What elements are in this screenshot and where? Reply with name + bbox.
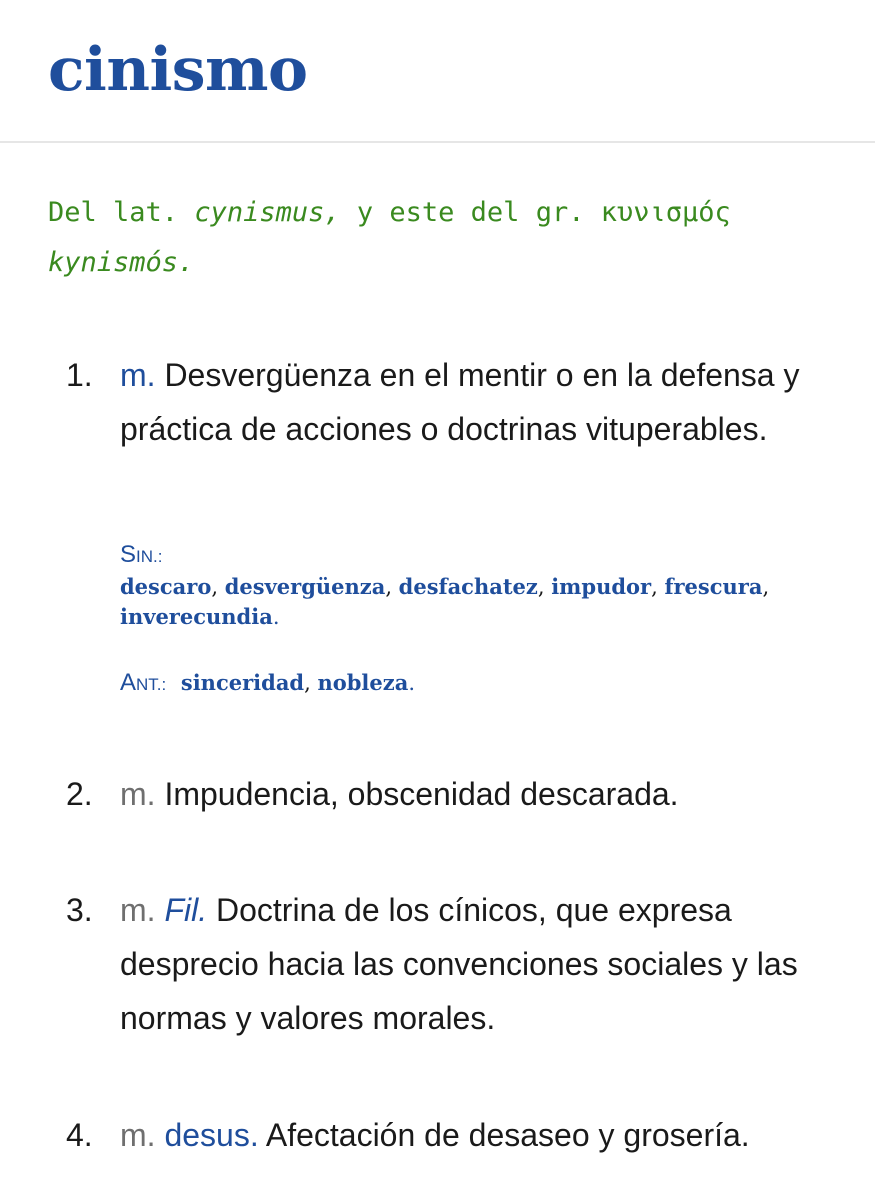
synonym-link[interactable]: impudor <box>551 574 652 599</box>
etymology-prefix: Del lat. <box>48 197 195 228</box>
sense-number: 1. <box>66 357 93 393</box>
etymology <box>48 188 748 288</box>
grammar-abbr: m. <box>120 776 156 812</box>
field-abbr[interactable]: Fil. <box>164 892 208 928</box>
antonyms-label: ANT.: <box>120 669 167 696</box>
usage-abbr[interactable]: desus. <box>164 1117 259 1153</box>
synonym-link[interactable]: inverecundia <box>120 604 273 629</box>
grammar-abbr: m. <box>120 1117 156 1153</box>
antonyms-row: ANT.: sinceridad, nobleza. <box>120 669 415 696</box>
synonyms-label: SIN.: <box>120 541 163 568</box>
synonym-link[interactable]: descaro <box>120 574 212 599</box>
header-divider <box>0 141 875 143</box>
definition-text: Doctrina de los cínicos, que expresa desprecio hacia las convenciones sociales y las normas y valores morales. <box>120 892 798 1036</box>
antonym-link[interactable]: nobleza <box>317 670 409 695</box>
sense-number: 2. <box>66 776 93 812</box>
synonyms-block <box>120 540 820 632</box>
definition-text: Desvergüenza en el mentir o en la defensa y práctica de acciones o doctrinas vituperables. <box>120 357 800 447</box>
sense-definition <box>120 348 840 456</box>
grammar-abbr: m. <box>120 892 156 928</box>
synonym-link[interactable]: desfachatez <box>398 574 538 599</box>
etymology-greek: y este del gr. κυνισμός <box>340 197 731 228</box>
headword: cinismo <box>48 35 308 105</box>
sense-number: 4. <box>66 1117 93 1153</box>
etymology-transliteration: kynismós. <box>48 247 195 278</box>
antonyms-block <box>120 668 820 700</box>
sense-number: 3. <box>66 892 93 928</box>
definition-text: Afectación de desaseo y grosería. <box>265 1117 750 1153</box>
sense-definition <box>120 1108 840 1162</box>
sense-definition <box>120 767 840 821</box>
definition-text: Impudencia, obscenidad descarada. <box>164 776 679 812</box>
grammar-abbr[interactable]: m. <box>120 357 156 393</box>
synonym-link[interactable]: desvergüenza <box>224 574 386 599</box>
sense-definition <box>120 883 840 1045</box>
antonym-link[interactable]: sinceridad <box>180 670 305 695</box>
etymology-latin-word: cynismus, <box>194 197 341 228</box>
synonym-link[interactable]: frescura <box>664 574 763 599</box>
synonyms-list: descaro, desvergüenza, desfachatez, impudor, frescura, inverecundia. <box>120 574 770 629</box>
